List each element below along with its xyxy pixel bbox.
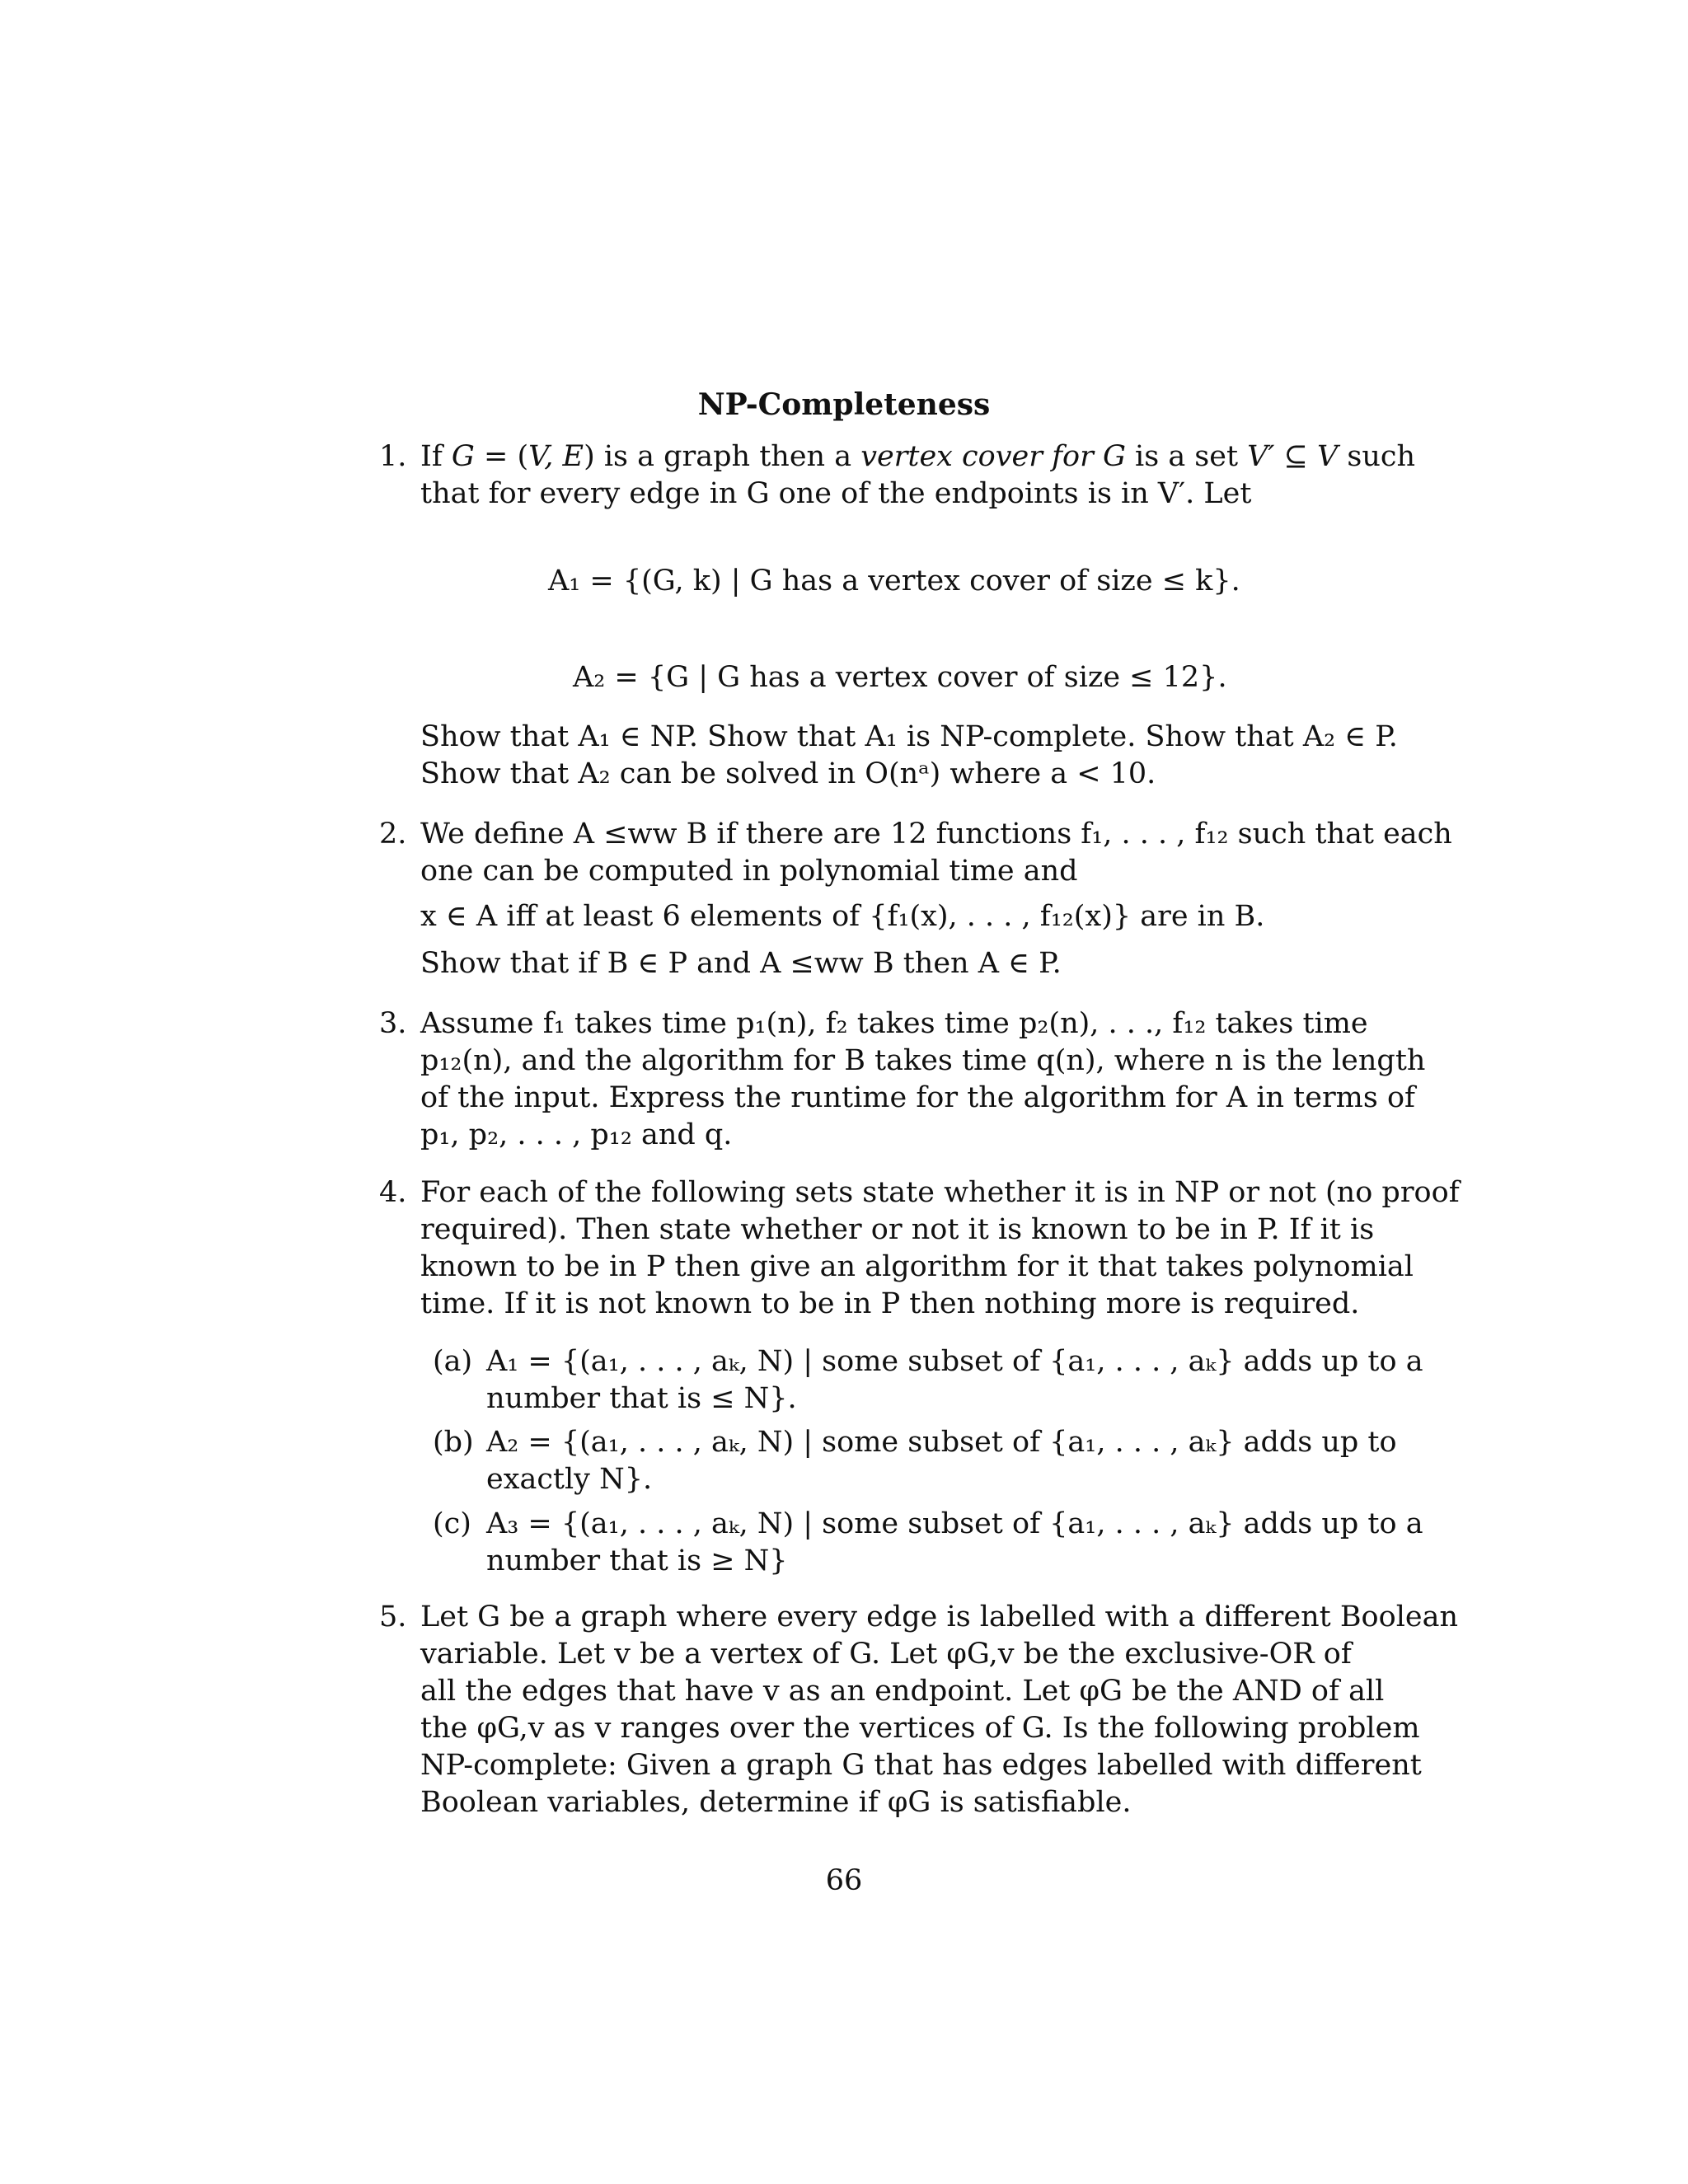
q1-equation-2: A₂ = {G | G has a vertex cover of size ≤ 12}. (573, 661, 1227, 694)
q2-line-2: one can be computed in polynomial time and (420, 855, 1078, 888)
q5-line-5: NP-complete: Given a graph G that has edges labelled with different (420, 1749, 1422, 1782)
q4a-line-2: number that is ≤ N}. (486, 1382, 797, 1415)
item-number-2: 2. (379, 818, 407, 851)
q1-line-1: If G = (V, E) is a graph then a vertex cover for G is a set V′ ⊆ V such (420, 440, 1416, 473)
item-number-1: 1. (379, 440, 407, 473)
q1-line-4: Show that A₂ can be solved in O(nᵃ) where a < 10. (420, 757, 1156, 790)
q5-line-2: variable. Let v be a vertex of G. Let φG,v be the exclusive-OR of (420, 1638, 1352, 1671)
q4c-line-2: number that is ≥ N} (486, 1544, 788, 1577)
q5-line-3: all the edges that have v as an endpoint. Let φG be the AND of all (420, 1675, 1385, 1708)
item-number-3: 3. (379, 1007, 407, 1040)
q4b-line-2: exactly N}. (486, 1463, 653, 1496)
q3-line-3: of the input. Express the runtime for the algorithm for A in terms of (420, 1081, 1415, 1114)
q4b-line-1: A₂ = {(a₁, . . . , aₖ, N) | some subset of {a₁, . . . , aₖ} adds up to (486, 1426, 1397, 1459)
subitem-label-b: (b) (433, 1426, 474, 1459)
q5-line-6: Boolean variables, determine if φG is satisfiable. (420, 1786, 1132, 1819)
page-number: 66 (825, 1864, 863, 1897)
q1-equation-1: A₁ = {(G, k) | G has a vertex cover of size ≤ k}. (548, 565, 1240, 598)
q1-line-3: Show that A₁ ∈ NP. Show that A₁ is NP-complete. Show that A₂ ∈ P. (420, 720, 1398, 753)
q1-line-2: that for every edge in G one of the endpoints is in V′. Let (420, 477, 1252, 510)
q4-line-4: time. If it is not known to be in P then nothing more is required. (420, 1287, 1360, 1320)
q2-line-3: x ∈ A iff at least 6 elements of {f₁(x), . . . , f₁₂(x)} are in B. (420, 900, 1265, 933)
subitem-label-c: (c) (433, 1507, 471, 1540)
item-number-5: 5. (379, 1601, 407, 1633)
q5-line-4: the φG,v as v ranges over the vertices of G. Is the following problem (420, 1712, 1420, 1745)
q2-line-1: We define A ≤ww B if there are 12 functions f₁, . . . , f₁₂ such that each (420, 818, 1452, 851)
q5-line-1: Let G be a graph where every edge is labelled with a different Boolean (420, 1601, 1459, 1633)
q3-line-4: p₁, p₂, . . . , p₁₂ and q. (420, 1118, 733, 1151)
q3-line-1: Assume f₁ takes time p₁(n), f₂ takes time p₂(n), . . ., f₁₂ takes time (420, 1007, 1368, 1040)
subitem-label-a: (a) (433, 1345, 473, 1378)
q4a-line-1: A₁ = {(a₁, . . . , aₖ, N) | some subset of {a₁, . . . , aₖ} adds up to a (486, 1345, 1423, 1378)
q4-line-2: required). Then state whether or not it is known to be in P. If it is (420, 1213, 1375, 1246)
page-title: NP-Completeness (697, 387, 991, 422)
q3-line-2: p₁₂(n), and the algorithm for B takes time q(n), where n is the length (420, 1044, 1426, 1077)
q4c-line-1: A₃ = {(a₁, . . . , aₖ, N) | some subset of {a₁, . . . , aₖ} adds up to a (486, 1507, 1423, 1540)
q4-line-3: known to be in P then give an algorithm for it that takes polynomial (420, 1250, 1414, 1283)
q2-line-4: Show that if B ∈ P and A ≤ww B then A ∈ P. (420, 947, 1062, 980)
item-number-4: 4. (379, 1176, 407, 1209)
q4-line-1: For each of the following sets state whether it is in NP or not (no proof (420, 1176, 1460, 1209)
